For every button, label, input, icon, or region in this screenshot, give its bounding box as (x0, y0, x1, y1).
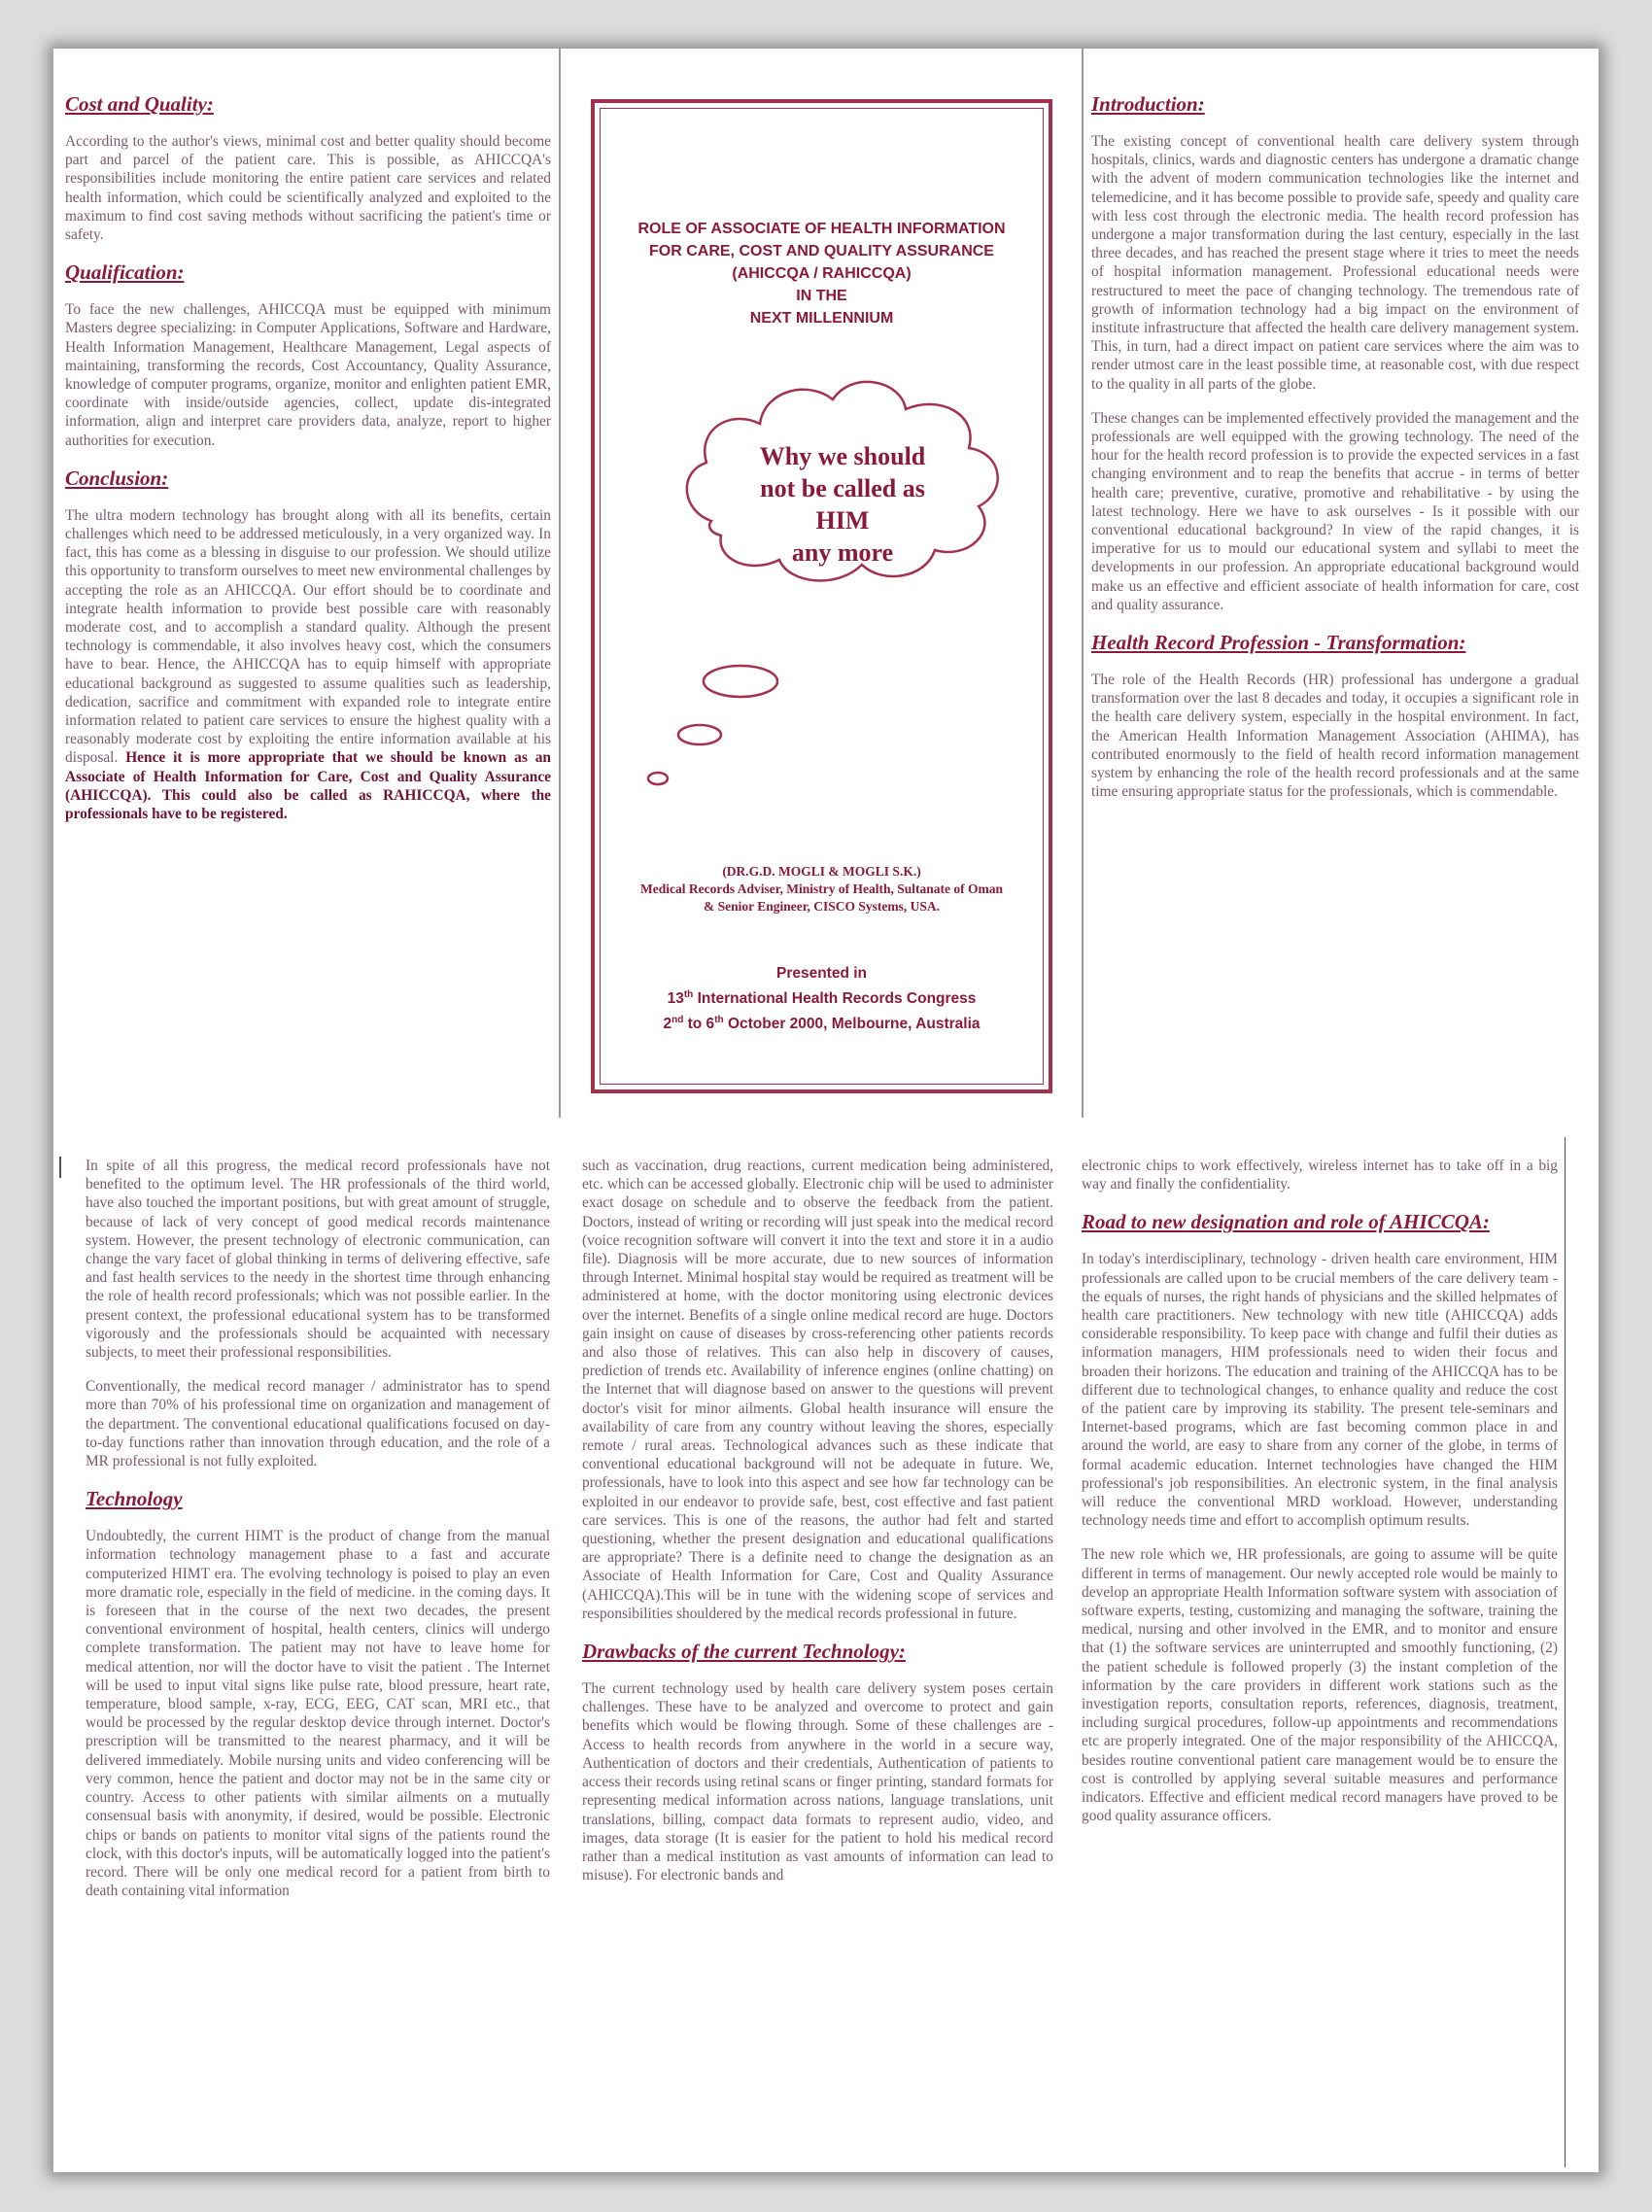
title-poster (591, 99, 1052, 1093)
middle-bottom-column (582, 1157, 1053, 2172)
title-line-2: FOR CARE, COST AND QUALITY ASSURANCE (649, 243, 994, 259)
cloud-line-2: not be called as (760, 474, 925, 502)
conclusion-body: The ultra modern technology has brought along with all its benefits, certain challenges which need to be addressed meticulously, in a very organized way. In fact, this has come as a blessing in disguise to our profession. We should utilize this opportunity to transform ourselves to meet new environmental challenges by accepting the role as an AHICCQA. Our effort should be to coordinate and integrate health information to provide best possible care with reasonably moderate cost, and to accomplish a standard quality. Although the present technology is commendable, it also involves heavy cost, which the consumers have to bear. Hence, the AHICCQA has to equip himself with appropriate educational background as suggested to assume qualities such as leadership, dedication, sacrifice and commitment with expanded role to integrate entire information related to patient care services to ensure the highest quality with a reasonably moderate cost by exploiting the entire information available at his disposal. (65, 506, 551, 767)
conclusion-bold-statement: Hence it is more appropriate that we should be known as an Associate of Health Information for Care, Cost and Quality Assurance (AHICCQA). This could also be called as RAHICCQA, where the professionals have to be registered. (65, 749, 551, 823)
presented-in-label: Presented in (775, 965, 868, 982)
technology-heading: Technology (86, 1487, 183, 1511)
conventional-paragraph: Conventionally, the medical record manager / administrator has to spend more than 70% of his professional time on organization and management of the department. The conventional educational qualifications focused on day-to-day functions rather than innovation through education, and the role of a MR professional is not fully exploited. (86, 1378, 550, 1470)
cost-quality-heading: Cost and Quality: (65, 92, 214, 116)
poster-presented-info (604, 963, 1039, 1035)
congress-title: International Health Records Congress (693, 990, 977, 1008)
introduction-paragraph-1: The existing concept of conventional health care delivery system through hospitals, clinics, wards and diagnostic centers has undergone a dramatic change with the advent of modern communication technologies like the internet and telemedicine, and it has become possible to provide safe, speedy and quality care with less cost through the electronic media. The health record profession has undergone a major transformation during the last century, especially in the last three decades, and has reached the present stage where it tries to meet the needs of hospital information management. Professional educational needs were restructured to meet the pace of changing technology. The tremendous rate of growth of information technology had a big impact on the environment of institute infrastructure that affected the health care delivery management system. This, in turn, had a direct impact on patient care services where the aim was to render utmost care in the least possible time, at reasonable cost, with due respect to the quality in all parts of the globe. (1091, 133, 1579, 393)
road-heading: Road to new designation and role of AHICCQA: (1082, 1210, 1490, 1234)
fold-line-left (559, 49, 561, 1118)
thought-bubble-medium (678, 725, 721, 744)
date-location: October 2000, Melbourne, Australia (723, 1016, 981, 1033)
date-start-ordinal: nd (671, 1015, 684, 1026)
right-bottom-column (1082, 1157, 1558, 2172)
qualification-heading: Qualification: (65, 260, 185, 285)
poster-authors (604, 863, 1039, 916)
authors-affiliation-1: Medical Records Adviser, Ministry of Health, Sultanate of Oman (640, 881, 1003, 896)
right-top-column (1091, 91, 1579, 1141)
technology-text: Undoubtedly, the current HIMT is the product of change from the manual information technology management phase to a fast and accurate computerized HIMT era. The evolving technology is poised to play an even more dramatic role, especially in the field of medicine. in the coming days. It is foreseen that in the course of the next two decades, the present conventional environment of hospital, health centers, clinics will undergo complete transformation. The patient may not have to leave home for medical attention, nor will the doctor have to visit the patient . The Internet will be used to input vital signs like pulse rate, blood pressure, heart rate, temperature, blood sample, x-ray, ECG, EEG, CAT scan, MRI etc., that would be processed by the regular desktop device through internet. Doctor's prescription will be transmitted to the nearest pharmacy, and it will be delivered immediately. Mobile nursing units and video conferencing will be very common, hence the patient and doctor may not be in the same city or country. Access to other patients with similar ailments on a mutually consensual basis with anonymity, if desired, would be possible. Electronic chips or bands on patients to monitor vital signs of the patients round the clock, with this doctor's inputs, will be automatically logged into the patient's record. There will be only one medical record for a patient from birth to death containing vital information (86, 1528, 550, 1900)
thought-bubble-small (648, 773, 668, 784)
drawbacks-text: The current technology used by health care delivery system poses certain challenges. These have to be analyzed and overcome to protect and gain benefits which would be flowing through. Some of these challenges are - Access to health records from anywhere in the world in a secure way, Authentication of doctors and their credentials, Authentication of patients to access their records using retinal scans or finger printing, standard formats for representing medical information across nations, language translations, unit translations, billing, compact data formats to represent audio, video, and images, data storage (It is easier for the patient to hold his medical record rather than a medical institution as vast amounts of information can lead to misuse). For electronic bands and (582, 1680, 1053, 1884)
title-line-5: NEXT MILLENNIUM (749, 310, 894, 327)
congress-name (604, 985, 1039, 1010)
conclusion-text (65, 506, 551, 823)
title-line-1: ROLE OF ASSOCIATE OF HEALTH INFORMATION (637, 221, 1006, 237)
hr-profession-text: The role of the Health Records (HR) professional has undergone a gradual transformation over the last 8 decades and today, it occupies a significant role in the health care delivery system, especially in the hospital environment. In fact, the American Health Information Management Association (AHIMA), has contributed enormously to the field of health record information management system by enhancing the role of the health record professionals and at the same time ensuring appropriate status for the professionals, which is commendable. (1091, 672, 1579, 801)
progress-paragraph: In spite of all this progress, the medical record professionals have not benefited to the optimum level. The HR professionals of the third world, have also touched the important positions, but with great amount of struggle, because of lack of very concept of good medical records maintenance system. However, the present technology of electronic communication, can change the vary facet of global thinking in terms of delivering effective, safe and fast health services to the needy in the shortest time through enhancing the role of health record professionals; which was not possible earlier. In the present context, the professional educational system has to be transformed vigorously and the professionals should be acquainted with necessary subjects, to meet their professional responsibilities. (86, 1158, 550, 1362)
thought-bubble-large (704, 666, 777, 697)
title-line-3: (AHICCQA / RAHICCQA) (732, 265, 912, 282)
introduction-paragraph-2: These changes can be implemented effectively provided the management and the professionals are well equipped with the growing technology. The need of the hour for the health record profession is to provide the expected services in a fast changing environment and to reap the benefits that accrue - in terms of better health care; preventive, curative, promotive and rehabilitative - by using the latest technology. Here we have to ask ourselves - Is it possible with our conventional educational background? In view of the rapid changes, it is imperative for us to mould our educational system and syllabi to meet the developments in our profession. An appropriate educational background would make us an effective and efficient associate of health information for care, cost and quality assurance. (1091, 409, 1579, 613)
title-line-4: IN THE (796, 288, 847, 304)
date-end: to 6 (683, 1016, 715, 1033)
brochure-page (53, 49, 1599, 2172)
cost-quality-text: According to the author's views, minimal cost and better quality should become part and parcel of the patient care. This is possible, as AHICCQA's responsibilities include monitoring the entire patient care services and related health information, which could be scientifically analyzed and exploited to the maximum to find cost saving methods without sacrificing the patient's time or safety. (65, 133, 551, 244)
road-paragraph-2: The new role which we, HR professionals, are going to assume will be quite different in terms of management. Our newly accepted role would be mainly to develop an appropriate Health Information software system with association of software experts, testing, customizing and managing the software, training the medical, nursing and other involved in the EMR, and to monitor and ensure that (1) the software services are uninterrupted and smoothly functioning, (2) the patient schedule is followed properly (3) the instant completion of the information by the care providers in different work stations such as the investigation reports, consultation reports, references, diagnosis, treatment, including surgical procedures, follow-up appointments and recommendations etc are properly integrated. One of the major responsibility of the AHICCQA, besides routine conventional patient care management would be to ensure the cost is controlled by applying several suitable measures and performance indicators. Effective and efficient medical record managers have proved to be good quality assurance officers. (1082, 1546, 1558, 1825)
authors-affiliation-2: & Senior Engineer, CISCO Systems, USA. (703, 899, 941, 914)
conclusion-heading: Conclusion: (65, 466, 169, 490)
road-paragraph-1: In today's interdisciplinary, technology - driven health care environment, HIM professionals are called upon to be crucial members of the care delivery team - the equals of nurses, the right hands of physicians and the skilled helpmates of health care practitioners. New technology with new title (AHICCQA) adds considerable responsibility. To keep pace with change and fulfil their duties as information managers, HIM professionals need to widen their focus and broaden their horizons. The education and training of the AHICCQA has to be different due to technological changes, to enhance quality and reduce the cost of the patient care by improving its stability. The present tele-seminars and Internet-based programs, which are fast becoming common place in and around the world, are easy to share from any corner of the globe, in terms of formal academic education. Internet technologies have changed the HIM professional's job responsibilities. An electronic system, in the final analysis will reduce the conventional MRD workload. However, understanding technology needs time and effort to accomplish optimum results. (1082, 1251, 1558, 1530)
drawbacks-heading: Drawbacks of the current Technology: (582, 1640, 906, 1664)
column-rule-bottom-right (1565, 1137, 1566, 2167)
introduction-heading: Introduction: (1091, 92, 1205, 116)
date-start: 2 (663, 1016, 672, 1033)
hr-profession-heading: Health Record Profession - Transformation: (1091, 631, 1466, 655)
column-rule-bottom-left (59, 1157, 61, 1178)
authors-names: (DR.G.D. MOGLI & MOGLI S.K.) (722, 864, 921, 879)
left-top-column (65, 91, 551, 1141)
chips-paragraph: electronic chips to work effectively, wireless internet has to take off in a big way and finally the confidentiality. (1082, 1158, 1558, 1193)
congress-ordinal: th (683, 989, 694, 1000)
fold-line-right (1082, 49, 1084, 1118)
cloud-line-3: HIM (815, 506, 870, 535)
qualification-text: To face the new challenges, AHICCQA must be equipped with minimum Masters degree specializing: in Computer Applications, Software and Hardware, Health Information Management, Healthcare Management, Legal aspects of maintaining, transforming the records, Cost Accountancy, Quality Assurance, knowledge of computer programs, organize, monitor and enlighten patient EMR, coordinate with inside/outside agencies, collect, update dis-integrated information, align and interpret care providers data, analyze, report to higher authorities for execution. (65, 301, 551, 449)
date-end-ordinal: th (714, 1015, 724, 1026)
congress-date-location (604, 1010, 1039, 1035)
cloud-line-4: any more (791, 538, 894, 567)
congress-number: 13 (667, 990, 684, 1008)
thought-cloud (595, 103, 1049, 1089)
vaccination-paragraph: such as vaccination, drug reactions, current medication being administered, etc. which can be accessed globally. Electronic chip will be used to administer exact dosage on schedule and to observe the feedback from the patient. Doctors, instead of writing or recording will just speak into the medical record (voice recognition software will convert it into the text and store it in a audio file). Diagnosis will be more accurate, due to new sources of information through Internet. Minimal hospital stay would be required as treatment will be administered at home, with the doctor monitoring using electronic devices over the internet. Benefits of a single online medical record are huge. Doctors gain insight on cause of diseases by cross-referencing other patients records and also those of relatives. This can also help in discovery of causes, prediction of trends etc. Availability of inference engines (online chatting) on the Internet that will diagnose based on answer to the questions will prevent doctor's visit for minor ailments. Global health insurance will ensure the availability of care from any country without leaving the shores, especially remote / rural areas. Technological advances such as these indicate that conventional educational background will not be adequate in future. We, professionals, have to look into this aspect and see how far technology can be exploited in our endeavor to provide safe, best, cost effective and fast patient care services. This is one of the reasons, the author had felt and started questioning, whether the present designation and educational qualifications are appropriate? There is a definite need to change the designation as an Associate of Health Information for Care, Cost and Quality Assurance (AHICCQA).This will be in tune with the widening scope of services and responsibilities shouldered by the medical records professional in future. (582, 1158, 1053, 1622)
left-bottom-column (86, 1157, 550, 2172)
cloud-line-1: Why we should (759, 442, 926, 470)
